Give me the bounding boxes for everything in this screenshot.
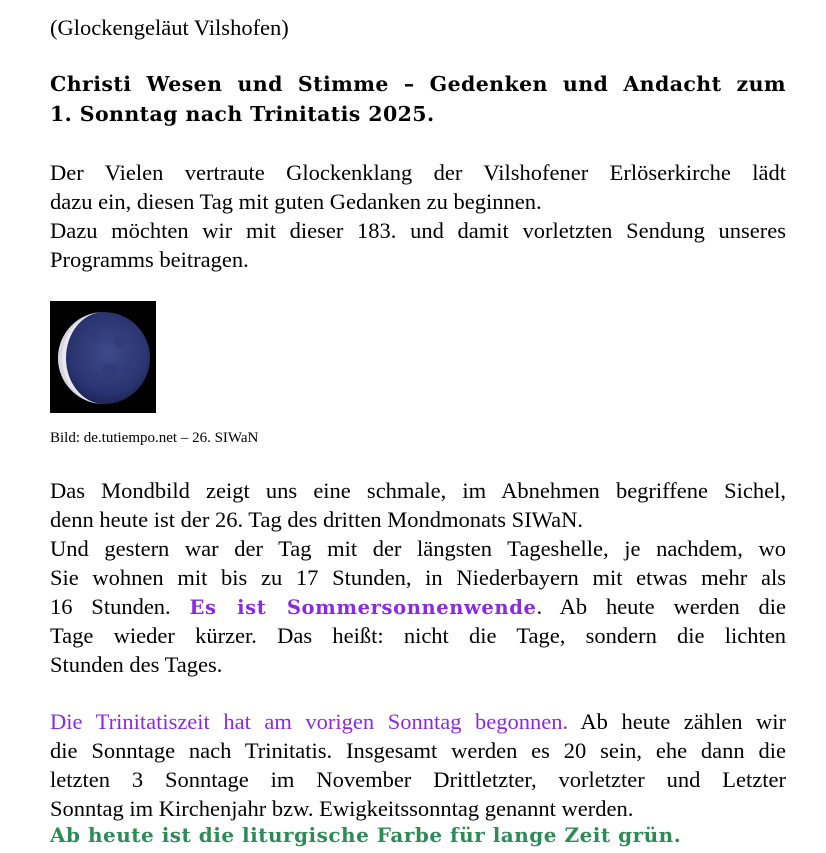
title-line-1: Christi Wesen und Stimme – Gedenken und Andacht zum — [50, 72, 786, 96]
trinity-line-1-end: Ab heute zählen wir — [568, 709, 786, 734]
trinity-line-4: Sonntag im Kirchenjahr bzw. Ewigkeitssonntag genannt werden. — [50, 796, 634, 821]
moon-line-5-end: . Ab heute werden die — [536, 594, 786, 619]
moon-line-5 — [50, 592, 786, 622]
source-note: (Glockengeläut Vilshofen) — [50, 15, 289, 40]
intro-line-2: dazu ein, diesen Tag mit guten Gedanken zu beginnen. — [50, 189, 542, 214]
image-caption: Bild: de.tutiempo.net – 26. SIWaN — [50, 430, 259, 446]
moon-line-2: denn heute ist der 26. Tag des dritten Mondmonats SIWaN. — [50, 507, 583, 532]
trinity-line-3: letzten 3 Sonntage im November Drittletzter, vorletzter und Letzter — [50, 767, 786, 792]
intro-line-4: Programms beitragen. — [50, 247, 249, 272]
waning-crescent-moon-icon — [50, 301, 156, 413]
trinity-line-2: die Sonntage nach Trinitatis. Insgesamt werden es 20 sein, ehe dann die — [50, 738, 786, 763]
trinity-line-1 — [50, 707, 786, 736]
summer-solstice-highlight: Es ist Sommersonnenwende — [189, 596, 537, 619]
moon-line-6: Tage wieder kürzer. Das heißt: nicht die Tage, sondern die lichten — [50, 623, 786, 648]
intro-line-3: Dazu möchten wir mit dieser 183. und damit vorletzten Sendung unseres — [50, 218, 786, 243]
intro-line-1: Der Vielen vertraute Glockenklang der Vilshofener Erlöserkirche lädt — [50, 160, 786, 185]
moon-line-4: Sie wohnen mit bis zu 17 Stunden, in Niederbayern mit etwas mehr als — [50, 565, 786, 590]
moon-line-1: Das Mondbild zeigt uns eine schmale, im Abnehmen begriffene Sichel, — [50, 478, 786, 503]
moon-line-7: Stunden des Tages. — [50, 652, 223, 677]
title-line-2: 1. Sonntag nach Trinitatis 2025. — [50, 102, 435, 126]
moon-line-5-start: 16 Stunden. — [50, 594, 190, 619]
moon-line-3: Und gestern war der Tag mit der längsten Tageshelle, je nachdem, wo — [50, 536, 786, 561]
liturgical-color-note: Ab heute ist die liturgische Farbe für lange Zeit grün. — [50, 823, 682, 847]
trinity-highlight: Die Trinitatiszeit hat am vorigen Sonntag begonnen. — [50, 709, 569, 734]
